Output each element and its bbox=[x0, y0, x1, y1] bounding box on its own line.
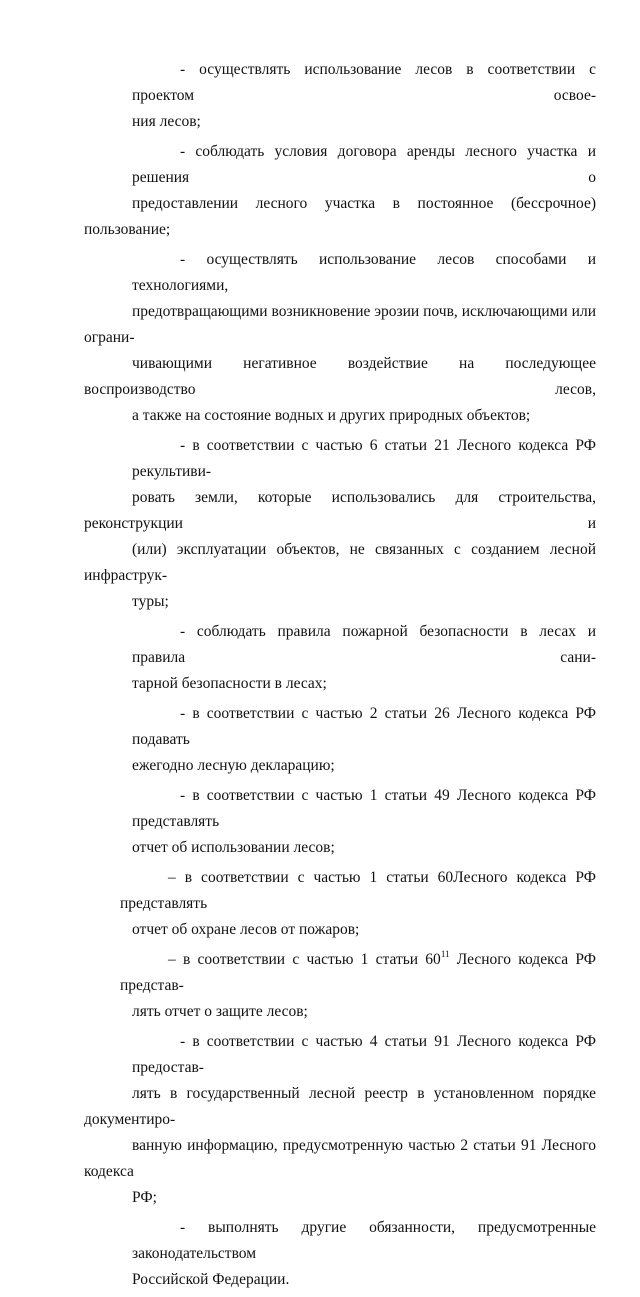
text-line: отчет об использовании лесов; bbox=[132, 839, 335, 856]
text-line: - осуществлять использование лесов в соответствии с проектом освое- bbox=[132, 61, 596, 104]
text-line: ровать земли, которые использовались для строительства, реконструкции и bbox=[84, 489, 596, 532]
list-item bbox=[84, 701, 596, 779]
text-segment: Лесного кодекса РФ представ- bbox=[120, 951, 596, 994]
list-item bbox=[84, 947, 596, 1025]
text-line: - соблюдать условия договора аренды лесного участка и решения о bbox=[132, 143, 596, 186]
text-line: тарной безопасности в лесах; bbox=[132, 675, 327, 692]
text-line: лять в государственный лесной реестр в установленном порядке документиро- bbox=[84, 1085, 596, 1128]
text-line: - соблюдать правила пожарной безопасности в лесах и правила сани- bbox=[132, 623, 596, 666]
text-line: - в соответствии с частью 2 статьи 26 Лесного кодекса РФ подавать bbox=[132, 705, 596, 748]
text-line: - в соответствии с частью 4 статьи 91 Лесного кодекса РФ предостав- bbox=[132, 1033, 596, 1076]
list-item bbox=[84, 139, 596, 243]
text-line: - выполнять другие обязанности, предусмотренные законодательством bbox=[132, 1219, 596, 1262]
text-line: - в соответствии с частью 1 статьи 49 Лесного кодекса РФ представлять bbox=[132, 787, 596, 830]
text-line bbox=[84, 947, 596, 999]
text-line: – в соответствии с частью 1 статьи 60Лесного кодекса РФ представлять bbox=[120, 869, 596, 912]
document-body bbox=[84, 57, 596, 1297]
text-line: ежегодно лесную декларацию; bbox=[132, 757, 335, 774]
superscript-number: 11 bbox=[440, 949, 450, 959]
text-line: предотвращающими возникновение эрозии почв, исключающими или ограни- bbox=[84, 303, 596, 346]
text-line: РФ; bbox=[132, 1189, 157, 1206]
text-line: Российской Федерации. bbox=[132, 1271, 290, 1288]
text-line: отчет об охране лесов от пожаров; bbox=[132, 921, 360, 938]
list-item bbox=[84, 619, 596, 697]
text-line: туры; bbox=[132, 593, 169, 610]
list-item bbox=[84, 1029, 596, 1211]
text-segment: – в соответствии с частью 1 статьи 60 bbox=[168, 951, 441, 968]
list-item bbox=[84, 57, 596, 135]
list-item bbox=[84, 247, 596, 429]
list-item bbox=[84, 433, 596, 615]
list-item bbox=[84, 865, 596, 943]
text-line: чивающими негативное воздействие на последующее воспроизводство лесов, bbox=[84, 355, 596, 398]
text-line: а также на состояние водных и других природных объектов; bbox=[132, 407, 531, 424]
text-line: (или) эксплуатации объектов, не связанных с созданием лесной инфраструк- bbox=[84, 541, 596, 584]
list-item bbox=[84, 783, 596, 861]
text-line: - в соответствии с частью 6 статьи 21 Лесного кодекса РФ рекультиви- bbox=[132, 437, 596, 480]
text-line: лять отчет о защите лесов; bbox=[132, 1003, 308, 1020]
text-line: предоставлении лесного участка в постоянное (бессрочное) пользование; bbox=[84, 195, 596, 238]
text-line: ванную информацию, предусмотренную частью 2 статьи 91 Лесного кодекса bbox=[84, 1137, 596, 1180]
text-line: ния лесов; bbox=[132, 113, 201, 130]
list-item bbox=[84, 1215, 596, 1293]
text-line: - осуществлять использование лесов способами и технологиями, bbox=[132, 251, 596, 294]
